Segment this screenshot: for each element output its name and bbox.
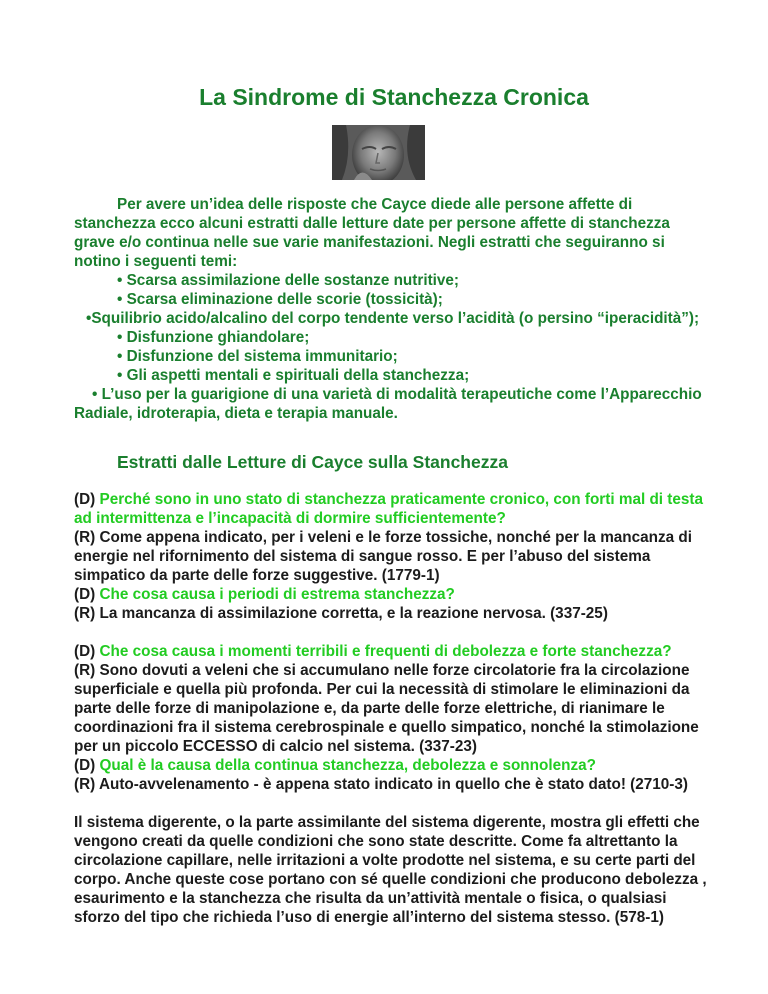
qa-block-2	[74, 585, 714, 623]
section-heading: Estratti dalle Letture di Cayce sulla Stanchezza	[117, 452, 508, 472]
answer-text: Auto-avvelenamento - è appena stato indicato in quello che è stato dato! (2710-3)	[98, 776, 688, 793]
question-text: Perché sono in uno stato di stanchezza praticamente cronico, con forti mal di testa ad intermittenza e l’incapacità di dormire sufficientemente?	[74, 491, 704, 527]
answer-label: (R)	[74, 605, 96, 622]
qa-block-4	[74, 756, 714, 794]
question-label: (D)	[74, 586, 96, 603]
answer-label: (R)	[74, 776, 96, 793]
list-item: • Disfunzione del sistema immunitario;	[117, 348, 398, 365]
question-label: (D)	[74, 757, 96, 774]
list-item: • Scarsa eliminazione delle scorie (tossicità);	[117, 291, 443, 308]
closing-paragraph	[74, 813, 714, 927]
list-item: • Scarsa assimilazione delle sostanze nutritive;	[117, 272, 460, 289]
list-item: • Gli aspetti mentali e spirituali della stanchezza;	[117, 367, 470, 384]
qa-block-1	[74, 490, 714, 585]
woman-face-photo	[332, 125, 425, 180]
question-text: Qual è la causa della continua stanchezza, debolezza e sonnolenza?	[99, 757, 596, 774]
qa-block-3	[74, 642, 714, 756]
closing-text: Il sistema digerente, o la parte assimilante del sistema digerente, mostra gli effetti che vengono creati da quelle condizioni che sono state descritte. Come fa altrettanto la circolazione capillare, nelle irritazioni a volte prodotte nel sistema, e su certe parti del corpo. Anche queste cose portano con sé quelle condizioni che producono debolezza , esaurimento e la stanchezza che risulta da un’attività mentale o fisica, o qualsiasi sforzo del tipo che richieda l’uso di energie all’interno del sistema stesso. (578-1)	[74, 814, 707, 926]
answer-label: (R)	[74, 529, 96, 546]
answer-text: Come appena indicato, per i veleni e le forze tossiche, nonché per la mancanza di energie nel rifornimento del sistema di sangue rosso. E per l’abuso del sistema simpatico da parte delle forze suggestive. (1779-1)	[74, 529, 693, 584]
question-label: (D)	[74, 491, 96, 508]
question-text: Che cosa causa i momenti terribili e frequenti di debolezza e forte stanchezza?	[99, 643, 672, 660]
list-item: •Squilibrio acido/alcalino del corpo tendente verso l’acidità (o persino “iperacidità”);	[86, 310, 700, 327]
answer-label: (R)	[74, 662, 96, 679]
question-label: (D)	[74, 643, 96, 660]
list-item: • Disfunzione ghiandolare;	[117, 329, 310, 346]
list-item: • L’uso per la guarigione di una varietà di modalità terapeutiche come l’Apparecchio Radiale, idroterapia, dieta e terapia manuale.	[74, 386, 702, 422]
intro-paragraph: Per avere un’idea delle risposte che Cayce diede alle persone affette di stanchezza ecco alcuni estratti dalle letture date per persone affette di stanchezza grave e/o continua nelle sue varie manifestazioni. Negli estratti che seguiranno si notino i seguenti temi:	[74, 196, 670, 270]
question-text: Che cosa causa i periodi di estrema stanchezza?	[99, 586, 455, 603]
page-title: La Sindrome di Stanchezza Cronica	[199, 84, 589, 110]
answer-text: Sono dovuti a veleni che si accumulano nelle forze circolatorie fra la circolazione superficiale e quella più profonda. Per cui la necessità di stimolare le eliminazioni da parte delle forze di manipolazione e, da parte delle forze elettriche, di rianimare le coordinazioni fra il sistema cerebrospinale e quello simpatico, nonché la stimolazione per un piccolo ECCESSO di calcio nel sistema. (337-23)	[74, 662, 699, 755]
answer-text: La mancanza di assimilazione corretta, e la reazione nervosa. (337-25)	[99, 605, 608, 622]
intro-section	[74, 195, 714, 423]
